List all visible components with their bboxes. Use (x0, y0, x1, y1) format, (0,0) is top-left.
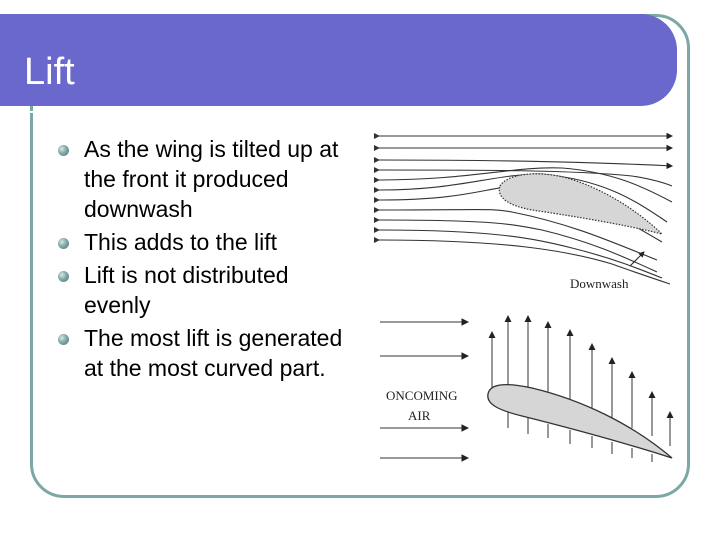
bullet-list (54, 134, 354, 386)
bullet-icon (58, 145, 69, 156)
bullet-item (54, 260, 354, 320)
title-bar (0, 14, 677, 106)
title-underline (0, 111, 641, 113)
bullet-text: As the wing is tilted up at the front it produced downwash (84, 136, 339, 222)
bullet-text: This adds to the lift (84, 229, 278, 255)
slide-title: Lift (24, 51, 75, 93)
downwash-label: Downwash (570, 276, 629, 291)
bullet-item (54, 323, 354, 383)
bullet-text: Lift is not distributed evenly (84, 262, 289, 318)
lift-distribution-diagram (372, 308, 692, 468)
bullet-icon (58, 238, 69, 249)
air-label: AIR (408, 408, 431, 423)
oncoming-label: ONCOMING (386, 388, 458, 403)
bullet-item (54, 134, 354, 224)
downwash-diagram (372, 126, 692, 296)
bullet-icon (58, 334, 69, 345)
bullet-icon (58, 271, 69, 282)
bullet-item (54, 227, 354, 257)
bullet-text: The most lift is generated at the most curved part. (84, 325, 343, 381)
